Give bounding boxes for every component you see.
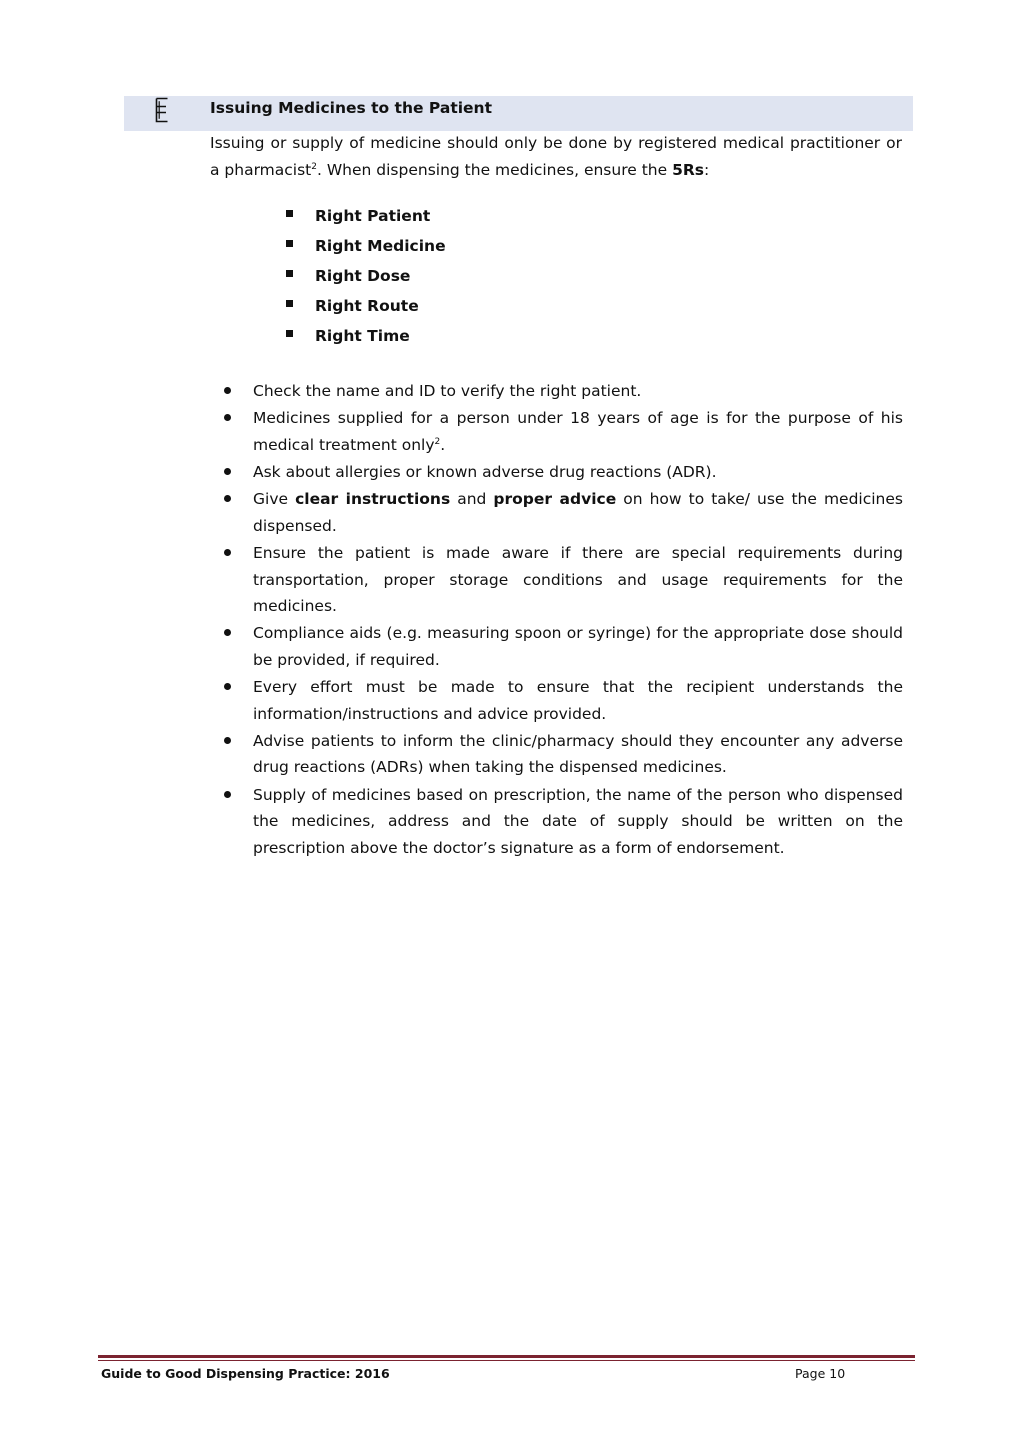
- bullet-dot-icon: [224, 791, 231, 798]
- rs-label: Right Patient: [315, 207, 431, 225]
- document-outline-icon: [155, 97, 169, 123]
- list-item: [222, 674, 903, 727]
- list-item: [222, 620, 903, 673]
- footer-rule-thick: [98, 1355, 915, 1358]
- intro-text-cont: . When dispensing the medicines, ensure the: [317, 161, 673, 179]
- list-item: [222, 782, 903, 862]
- list-item: [222, 459, 903, 486]
- bullet-text: Check the name and ID to verify the right patient.: [253, 382, 642, 400]
- footnote-ref: 2: [434, 436, 441, 447]
- list-item: [222, 540, 903, 620]
- bullet-dot-icon: [224, 468, 231, 475]
- bullet-text-end: .: [440, 435, 446, 454]
- rs-label: Right Medicine: [315, 237, 446, 255]
- footer-page-number: Page 10: [795, 1366, 846, 1381]
- bullet-text: Every effort must be made to ensure that the recipient understands the information/instructions and advice provided.: [253, 678, 903, 723]
- list-item: [222, 486, 903, 539]
- bullet-dot-icon: [224, 549, 231, 556]
- list-item: [222, 728, 903, 781]
- bullet-text: Give: [253, 490, 296, 509]
- footnote-ref: 2: [311, 161, 317, 172]
- square-bullet-icon: [286, 300, 293, 307]
- intro-text: Issuing or supply of medicine should only be done by registered medical practitioner or a pharmacist: [210, 134, 902, 179]
- intro-paragraph: [210, 130, 902, 184]
- square-bullet-icon: [286, 270, 293, 277]
- bullet-text: on how to take/ use the medicines dispensed.: [253, 490, 903, 535]
- bullet-text: and: [450, 490, 494, 509]
- bullet-dot-icon: [224, 414, 231, 421]
- list-item: [222, 405, 903, 458]
- guidance-bullet-list: [222, 378, 903, 862]
- bullet-text: Ask about allergies or known adverse drug reactions (ADR).: [253, 462, 717, 481]
- bullet-dot-icon: [224, 737, 231, 744]
- rs-label: Right Route: [315, 297, 419, 315]
- bold-term: clear instructions: [295, 490, 451, 509]
- footer-document-title: Guide to Good Dispensing Practice: 2016: [101, 1366, 390, 1381]
- footer-rule-thin: [98, 1360, 915, 1361]
- section-title: Issuing Medicines to the Patient: [210, 99, 492, 117]
- bullet-dot-icon: [224, 387, 231, 394]
- intro-colon: :: [704, 161, 710, 179]
- bullet-dot-icon: [224, 683, 231, 690]
- bullet-text: Ensure the patient is made aware if there are special requirements during transportation, proper storage conditions and usage requirements for the medicines.: [253, 543, 903, 616]
- bullet-text: Compliance aids (e.g. measuring spoon or syringe) for the appropriate dose should be provided, if required.: [253, 624, 903, 669]
- five-rs-term: 5Rs: [672, 161, 705, 179]
- rs-label: Right Time: [315, 327, 410, 345]
- bullet-text: Supply of medicines based on prescription, the name of the person who dispensed the medicines, address and the date of supply should be written on the prescription above the doctor’s signature as a form of endorsement.: [253, 785, 903, 857]
- list-item: [222, 378, 903, 405]
- bullet-dot-icon: [224, 629, 231, 636]
- rs-label: Right Dose: [315, 267, 411, 285]
- bullet-dot-icon: [224, 495, 231, 502]
- square-bullet-icon: [286, 330, 293, 337]
- bold-term: proper advice: [493, 490, 617, 509]
- bullet-text: Medicines supplied for a person under 18 years of age is for the purpose of his medical treatment only: [253, 409, 903, 454]
- square-bullet-icon: [286, 210, 293, 217]
- bullet-text: Advise patients to inform the clinic/pharmacy should they encounter any adverse drug reactions (ADRs) when taking the dispensed medicines.: [253, 731, 903, 777]
- square-bullet-icon: [286, 240, 293, 247]
